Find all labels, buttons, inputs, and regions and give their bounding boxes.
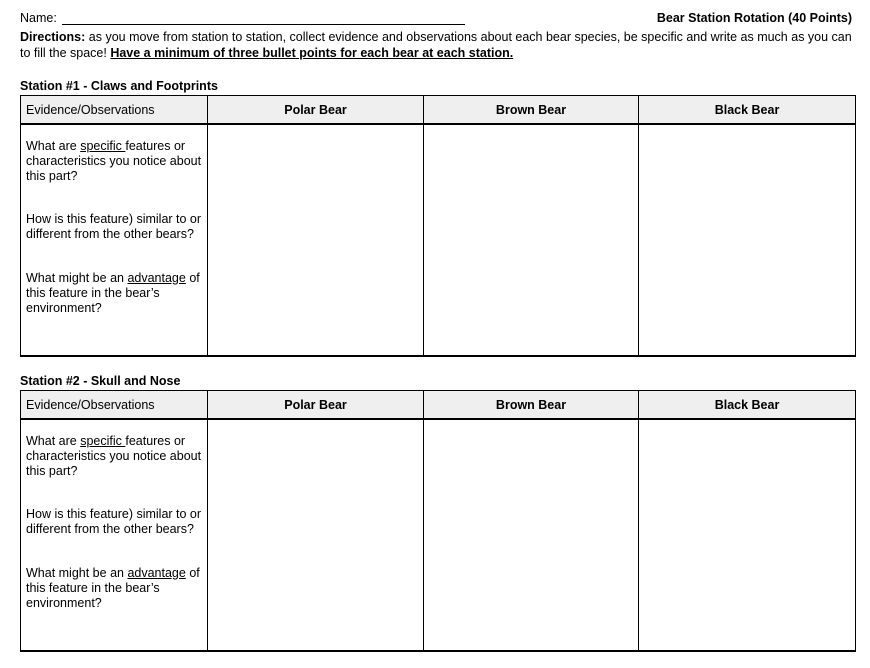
column-header-black-bear: Black Bear — [639, 391, 856, 420]
question-advantage: What might be an advantage of this feature in the bear’s environment? — [26, 270, 200, 315]
directions — [20, 29, 855, 61]
column-header-black-bear: Black Bear — [639, 96, 856, 125]
table-header-row — [21, 391, 856, 420]
directions-lead: Directions: — [20, 30, 86, 44]
question-features: What are specific features or characteristics you notice about this part? — [26, 434, 202, 478]
column-header-evidence: Evidence/Observations — [21, 96, 208, 125]
header — [20, 11, 852, 29]
station-1-table — [20, 95, 856, 357]
question-similarity: How is this feature) similar to or different from the other bears? — [26, 212, 202, 242]
questions-cell — [21, 124, 208, 356]
column-header-brown-bear: Brown Bear — [424, 391, 639, 420]
name-label: Name: — [20, 11, 57, 25]
questions-cell — [21, 419, 208, 651]
table-row — [21, 419, 856, 651]
table-row — [21, 124, 856, 356]
column-header-evidence: Evidence/Observations — [21, 391, 208, 420]
black-bear-answer-cell[interactable] — [639, 124, 856, 356]
question-features: What are specific features or characteristics you notice about this part? — [26, 139, 202, 183]
black-bear-answer-cell[interactable] — [639, 419, 856, 651]
polar-bear-answer-cell[interactable] — [208, 419, 424, 651]
question-advantage: What might be an advantage of this feature in the bear’s environment? — [26, 565, 200, 610]
station-2-table — [20, 390, 856, 652]
brown-bear-answer-cell[interactable] — [424, 124, 639, 356]
station-1-title: Station #1 - Claws and Footprints — [20, 79, 218, 93]
directions-requirement: Have a minimum of three bullet points for each bear at each station. — [110, 46, 514, 60]
polar-bear-answer-cell[interactable] — [208, 124, 424, 356]
question-similarity: How is this feature) similar to or different from the other bears? — [26, 507, 202, 537]
name-blank-line[interactable] — [62, 24, 465, 25]
directions-text: as you move from station to station, collect evidence and observations about each bear species, be specific and write as much as you can to fill the space! — [20, 30, 852, 60]
column-header-polar-bear: Polar Bear — [208, 96, 424, 125]
station-2-title: Station #2 - Skull and Nose — [20, 374, 181, 388]
column-header-polar-bear: Polar Bear — [208, 391, 424, 420]
table-header-row — [21, 96, 856, 125]
column-header-brown-bear: Brown Bear — [424, 96, 639, 125]
document-title: Bear Station Rotation (40 Points) — [656, 11, 852, 25]
brown-bear-answer-cell[interactable] — [424, 419, 639, 651]
